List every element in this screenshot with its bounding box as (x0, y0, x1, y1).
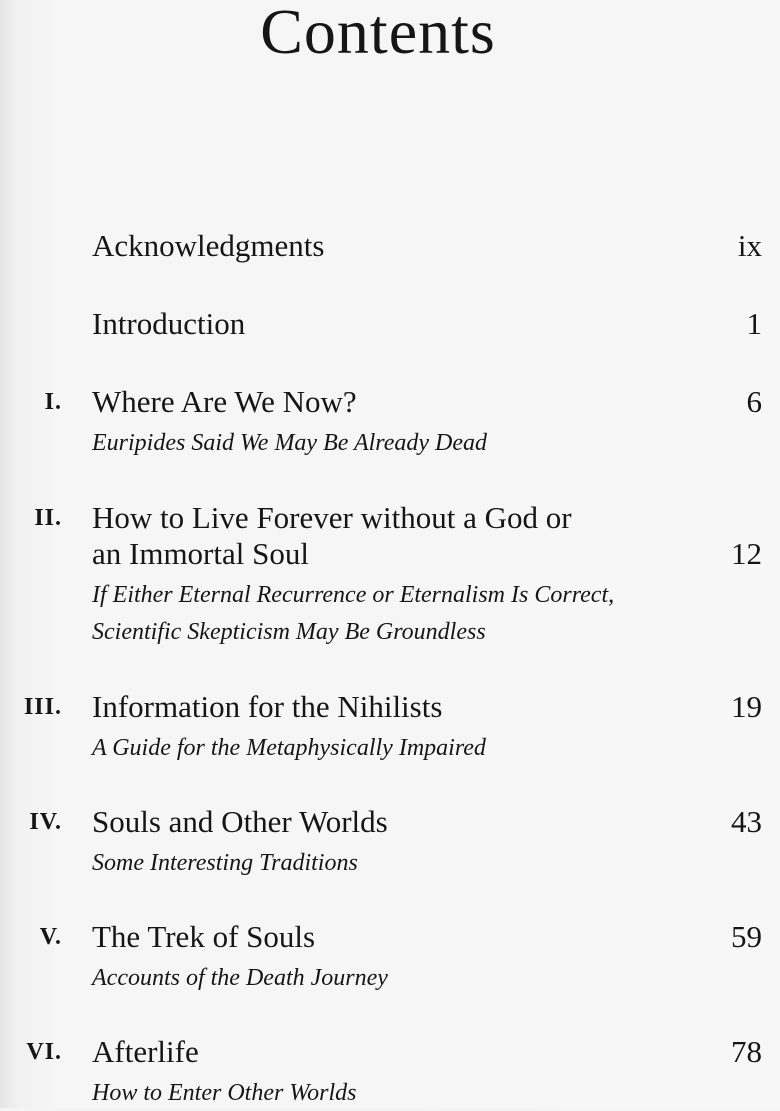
entry-page-number: 43 (731, 804, 762, 839)
entry-title: The Trek of Souls (92, 919, 316, 954)
entry-title-line-2: an Immortal Soul (92, 536, 309, 571)
entry-subtitle: Some Interesting Traditions (92, 850, 358, 876)
chapter-number: III. (23, 694, 62, 720)
chapter-number: I. (44, 389, 62, 415)
entry-page-number: 12 (731, 536, 762, 571)
entry-title: Afterlife (92, 1034, 199, 1069)
chapter-number: VI. (26, 1039, 62, 1065)
entry-title: Information for the Nihilists (92, 689, 443, 724)
entry-page-number: 19 (731, 689, 762, 724)
entry-page-number: 78 (731, 1034, 762, 1069)
chapter-number: V. (39, 924, 62, 950)
contents-heading: Contents (260, 0, 496, 67)
entry-title: Where Are We Now? (92, 384, 357, 419)
entry-page-number: 1 (746, 306, 762, 341)
chapter-number: II. (34, 505, 62, 531)
entry-subtitle: A Guide for the Metaphysically Impaired (92, 735, 486, 761)
entry-title: Introduction (92, 306, 246, 341)
entry-title-line-1: How to Live Forever without a God or (92, 500, 572, 535)
entry-page-number: 59 (731, 919, 762, 954)
entry-title: Acknowledgments (92, 228, 325, 263)
entry-title: Souls and Other Worlds (92, 804, 388, 839)
entry-subtitle: How to Enter Other Worlds (92, 1080, 357, 1106)
entry-subtitle-line-2: Scientific Skepticism May Be Groundless (92, 619, 486, 645)
entry-page-number: 6 (746, 384, 762, 419)
entry-page-number: ix (737, 228, 762, 263)
entry-subtitle: Euripides Said We May Be Already Dead (92, 430, 488, 456)
chapter-number: IV. (29, 809, 62, 835)
entry-subtitle-line-1: If Either Eternal Recurrence or Eternalism Is Correct, (92, 582, 615, 608)
entry-subtitle: Accounts of the Death Journey (92, 965, 388, 991)
